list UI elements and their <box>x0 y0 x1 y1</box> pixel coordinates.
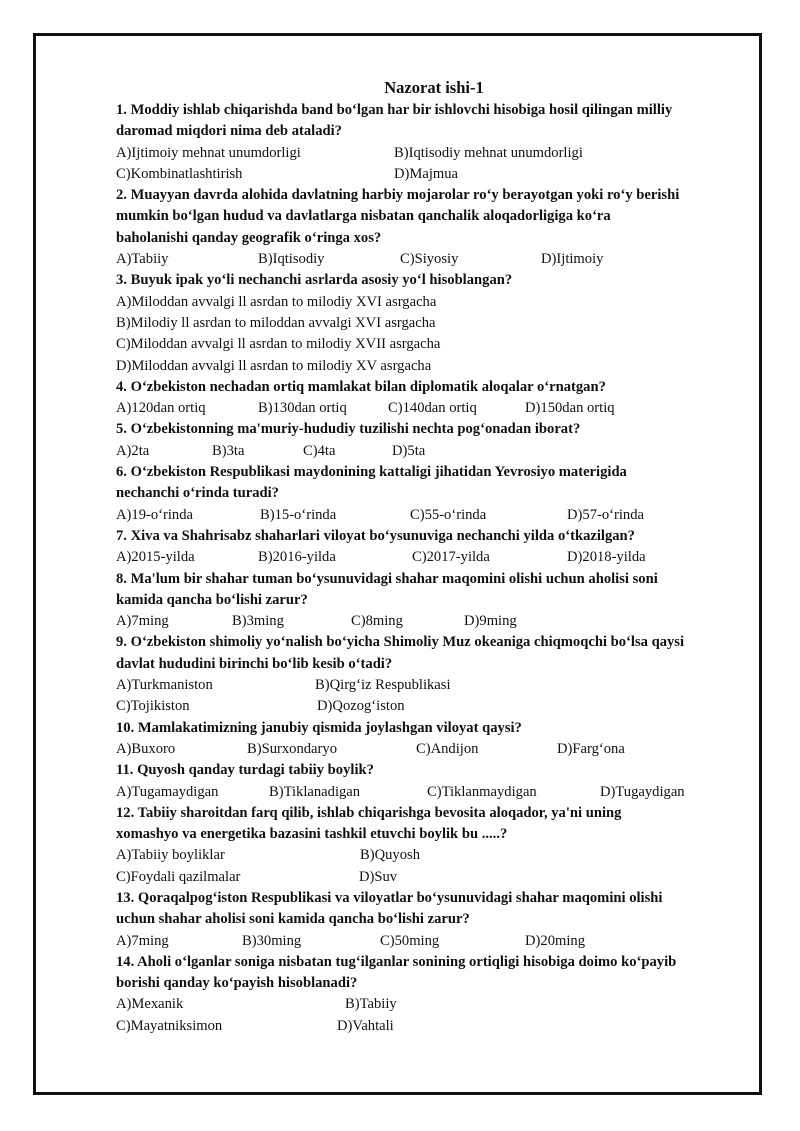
question-9-line-2: davlat hududini birinchi bo‘lib kesib o‘tadi? <box>116 655 393 672</box>
question-2-option-d: D)Ijtimoiy <box>541 251 604 268</box>
question-6-option-b: B)15-o‘rinda <box>260 506 337 523</box>
question-4-option-b: B)130dan ortiq <box>258 400 347 417</box>
question-11-line-1: 11. Quyosh qanday turdagi tabiiy boylik? <box>116 762 374 779</box>
question-14-options-row-1 <box>116 994 746 1015</box>
question-5-options <box>116 441 746 462</box>
question-9-option-d: D)Qozog‘iston <box>317 698 405 715</box>
question-4-options <box>116 398 746 419</box>
question-9-options-row-2 <box>116 696 746 717</box>
question-7-line-1: 7. Xiva va Shahrisabz shaharlari viloyat bo‘ysunuviga nechanchi yilda o‘tkazilgan? <box>116 527 635 544</box>
question-14-options-row-2 <box>116 1016 746 1037</box>
question-10-options <box>116 739 746 760</box>
question-12-line-1: 12. Tabiiy sharoitdan farq qilib, ishlab chiqarishga bevosita aloqador, ya'ni uning <box>116 804 622 821</box>
question-3-option-a: A)Miloddan avvalgi ll asrdan to milodiy XVI asrgacha <box>116 293 437 310</box>
question-10-line-1: 10. Mamlakatimizning janubiy qismida joylashgan viloyat qaysi? <box>116 719 522 736</box>
question-9-option-b: B)Qirg‘iz Respublikasi <box>315 677 451 694</box>
question-9-line-1: 9. O‘zbekiston shimoliy yo‘nalish bo‘yicha Shimoliy Muz okeaniga chiqmoqchi bo‘lsa qaysi <box>116 634 685 651</box>
question-12-option-a: A)Tabiiy boyliklar <box>116 847 225 864</box>
question-2-line-1: 2. Muayyan davrda alohida davlatning harbiy mojarolar ro‘y berayotgan yoki ro‘y berishi <box>116 187 680 204</box>
question-10-option-b: B)Surxondaryo <box>247 740 337 757</box>
question-2-options <box>116 249 746 270</box>
question-13-option-c: C)50ming <box>380 932 440 949</box>
question-13-line-1: 13. Qoraqalpog‘iston Respublikasi va viloyatlar bo‘ysunuvidagi shahar maqomini olishi <box>116 889 663 906</box>
question-6-option-d: D)57-o‘rinda <box>567 506 644 523</box>
question-14-line-2: borishi qanday ko‘payish hisoblanadi? <box>116 975 358 992</box>
question-8-options <box>116 611 746 632</box>
question-5-line-1: 5. O‘zbekistonning ma'muriy-hududiy tuzilishi nechta pog‘onadan iborat? <box>116 421 581 438</box>
question-4-option-a: A)120dan ortiq <box>116 400 206 417</box>
question-10-option-a: A)Buxoro <box>116 740 176 757</box>
question-6-option-c: C)55-o‘rinda <box>410 506 487 523</box>
question-12-option-d: D)Suv <box>359 868 398 885</box>
question-7-option-d: D)2018-yilda <box>567 549 646 566</box>
question-4-option-d: D)150dan ortiq <box>525 400 615 417</box>
question-3-option-c: C)Miloddan avvalgi ll asrdan to milodiy XVII asrgacha <box>116 336 441 353</box>
question-6-line-2: nechanchi o‘rinda turadi? <box>116 485 279 502</box>
question-11-option-b: B)Tiklanadigan <box>269 783 361 800</box>
question-10-option-c: C)Andijon <box>416 740 479 757</box>
question-7-option-a: A)2015-yilda <box>116 549 195 566</box>
question-14-option-d: D)Vahtali <box>337 1017 394 1034</box>
question-8-option-a: A)7ming <box>116 613 169 630</box>
question-11-option-d: D)Tugaydigan <box>600 783 685 800</box>
question-9-option-c: C)Tojikiston <box>116 698 190 715</box>
question-13-option-d: D)20ming <box>525 932 585 949</box>
test-content <box>116 77 746 1037</box>
question-12-options-row-1 <box>116 845 746 866</box>
question-13-option-a: A)7ming <box>116 932 169 949</box>
question-7-option-b: B)2016-yilda <box>258 549 336 566</box>
question-1-options-row-2 <box>116 164 746 185</box>
question-12-options-row-2 <box>116 867 746 888</box>
question-8-line-2: kamida qancha bo‘lishi zarur? <box>116 591 308 608</box>
question-9-options-row-1 <box>116 675 746 696</box>
question-14-line-1: 14. Aholi o‘lganlar soniga nisbatan tug‘ilganlar sonining ortiqligi hisobiga doimo ko‘payib <box>116 953 677 970</box>
question-6-options <box>116 505 746 526</box>
question-1-option-c: C)Kombinatlashtirish <box>116 165 243 182</box>
question-3-option-d: D)Miloddan avvalgi ll asrdan to milodiy XV asrgacha <box>116 357 432 374</box>
question-9-option-a: A)Turkmaniston <box>116 677 213 694</box>
question-1-option-d: D)Majmua <box>394 165 459 182</box>
question-1-option-a: A)Ijtimoiy mehnat unumdorligi <box>116 144 301 161</box>
question-14-option-c: C)Mayatniksimon <box>116 1017 223 1034</box>
question-5-option-a: A)2ta <box>116 442 150 459</box>
question-10-option-d: D)Farg‘ona <box>557 740 625 757</box>
question-2-line-2: mumkin bo‘lgan hudud va davlatlarga nisbatan qanchalik aloqadorligiga ko‘ra <box>116 208 611 225</box>
question-8-line-1: 8. Ma'lum bir shahar tuman bo‘ysunuvidagi shahar maqomini olishi uchun aholisi soni <box>116 570 658 587</box>
question-13-option-b: B)30ming <box>242 932 302 949</box>
question-2-option-a: A)Tabiiy <box>116 251 169 268</box>
question-7-options <box>116 547 746 568</box>
question-5-option-c: C)4ta <box>303 442 336 459</box>
question-1-option-b: B)Iqtisodiy mehnat unumdorligi <box>394 144 583 161</box>
question-6-option-a: A)19-o‘rinda <box>116 506 193 523</box>
question-1-line-1: 1. Moddiy ishlab chiqarishda band bo‘lgan har bir ishlovchi hisobiga hosil qilingan milliy <box>116 102 673 118</box>
question-8-option-b: B)3ming <box>232 613 284 630</box>
question-8-option-c: C)8ming <box>351 613 403 630</box>
question-5-option-b: B)3ta <box>212 442 245 459</box>
question-5-option-d: D)5ta <box>392 442 426 459</box>
question-11-option-c: C)Tiklanmaydigan <box>427 783 537 800</box>
question-3-line-1: 3. Buyuk ipak yo‘li nechanchi asrlarda asosiy yo‘l hisoblangan? <box>116 272 513 289</box>
question-14-option-a: A)Mexanik <box>116 996 184 1013</box>
question-1-options-row-1 <box>116 143 746 164</box>
question-2-option-c: C)Siyosiy <box>400 251 459 268</box>
question-2-option-b: B)Iqtisodiy <box>258 251 325 268</box>
question-12-option-c: C)Foydali qazilmalar <box>116 868 241 885</box>
question-13-line-2: uchun shahar aholisi soni kamida qancha bo‘lishi zarur? <box>116 911 470 928</box>
question-2-line-3: baholanishi qanday geografik o‘ringa xos? <box>116 229 382 246</box>
question-1-line-2: daromad miqdori nima deb ataladi? <box>116 123 342 140</box>
question-11-options <box>116 782 746 803</box>
question-12-line-2: xomashyo va energetika bazasini tashkil etuvchi boylik bu .....? <box>116 826 508 843</box>
question-4-line-1: 4. O‘zbekiston nechadan ortiq mamlakat bilan diplomatik aloqalar o‘rnatgan? <box>116 378 606 395</box>
question-3-option-b: B)Milodiy ll asrdan to miloddan avvalgi XVI asrgacha <box>116 314 436 331</box>
question-12-option-b: B)Quyosh <box>360 847 420 864</box>
page-title: Nazorat ishi-1 <box>384 78 484 97</box>
question-7-option-c: C)2017-yilda <box>412 549 490 566</box>
question-14-option-b: B)Tabiiy <box>345 996 397 1013</box>
question-6-line-1: 6. O‘zbekiston Respublikasi maydonining kattaligi jihatidan Yevrosiyo materigida <box>116 464 627 481</box>
question-11-option-a: A)Tugamaydigan <box>116 783 219 800</box>
question-8-option-d: D)9ming <box>464 613 517 630</box>
question-13-options <box>116 931 746 952</box>
question-4-option-c: C)140dan ortiq <box>388 400 477 417</box>
